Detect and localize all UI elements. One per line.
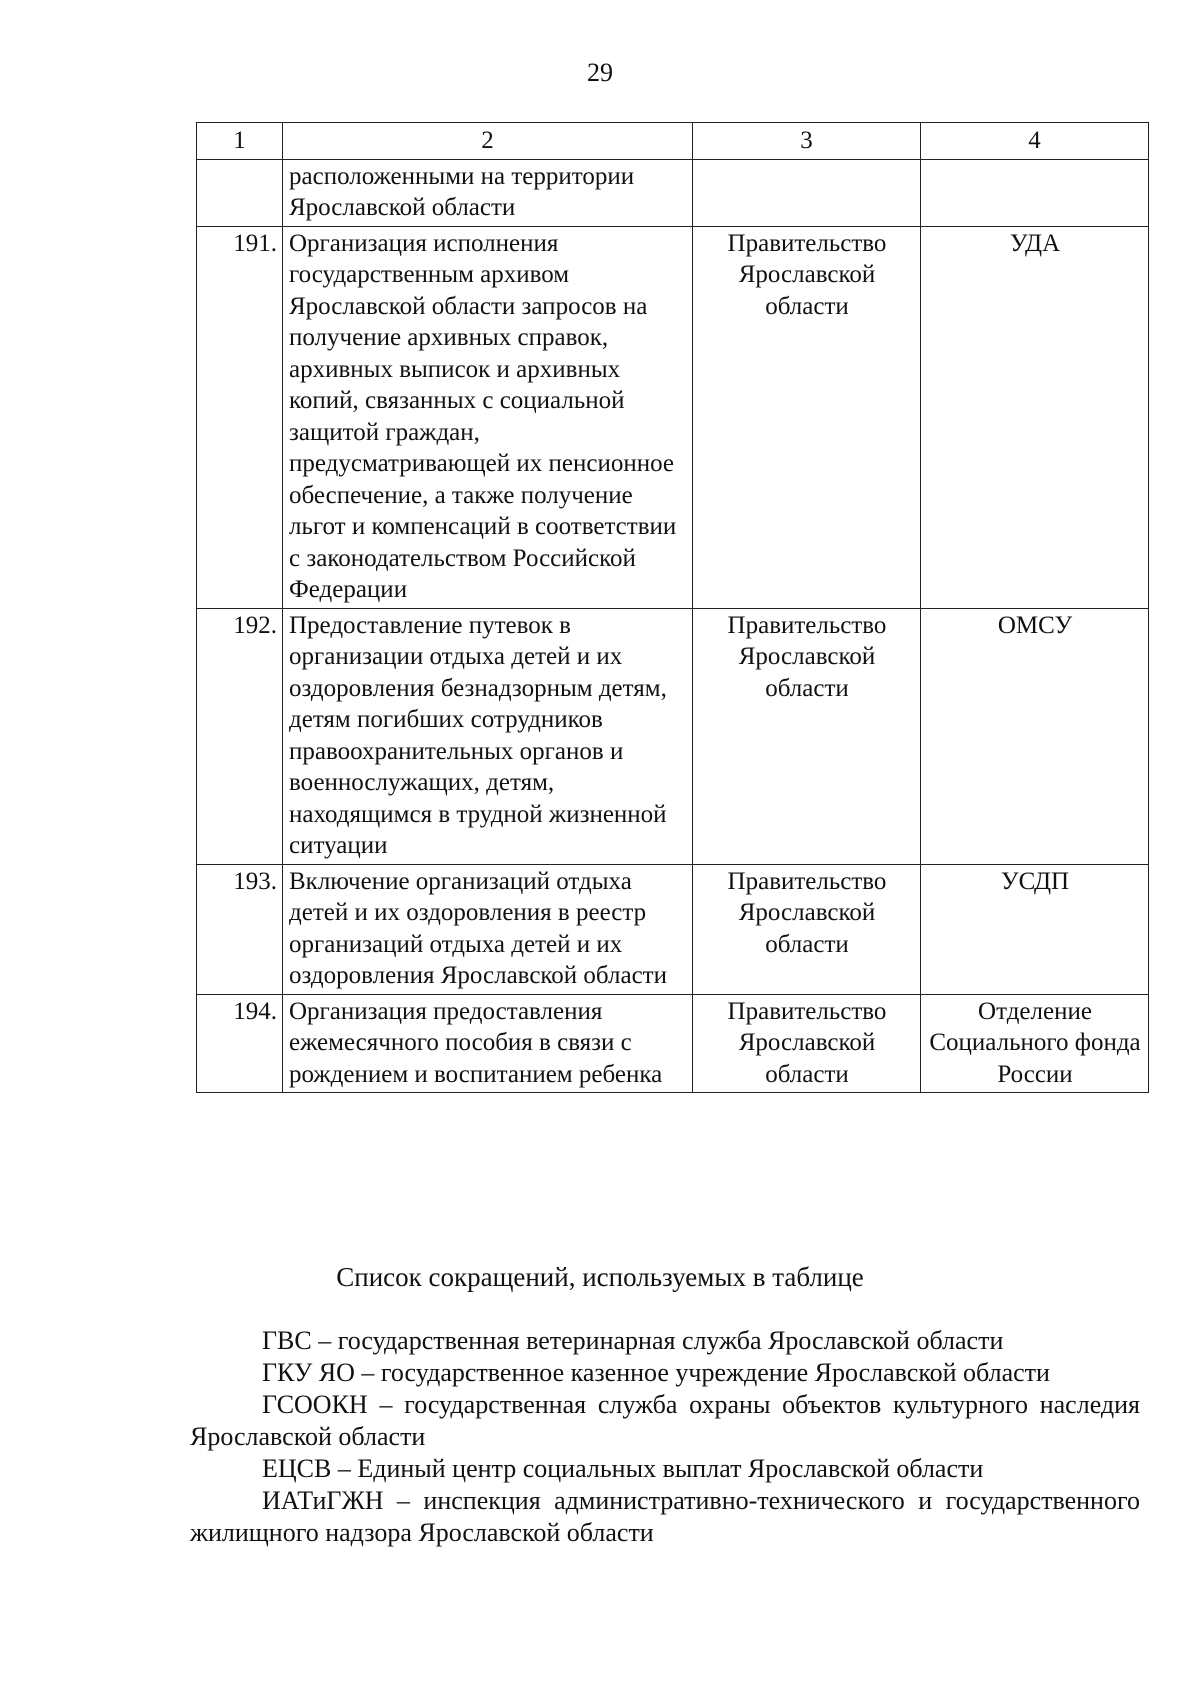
column-header-2: 2 [283,123,693,160]
table-row [197,226,1149,608]
abbreviation-item: ГВС – государственная ветеринарная служба Ярославской области [262,1326,1004,1355]
table-header-row [197,123,1149,160]
abbreviation-item: ЕЦСВ – Единый центр социальных выплат Ярославской области [262,1454,984,1483]
executor: ОМСУ [921,608,1149,864]
service-description: Организация предоставления ежемесячного пособия в связи с рождением и воспитанием ребенка [283,994,693,1093]
executor [921,159,1149,226]
abbreviation-item: ГКУ ЯО – государственное казенное учреждение Ярославской области [262,1358,1050,1387]
column-header-1: 1 [197,123,283,160]
responsible-authority: Правительство Ярославской области [693,226,921,608]
service-description: Включение организаций отдыха детей и их оздоровления в реестр организаций отдыха детей и их оздоровления Ярославской области [283,864,693,994]
abbreviations-title: Список сокращений, используемых в таблице [336,1262,864,1292]
executor: УСДП [921,864,1149,994]
responsible-authority: Правительство Ярославской области [693,608,921,864]
abbreviation-item: ИАТиГЖН – инспекция административно-технического и государственного жилищного надзора Ярославской области [190,1486,1140,1547]
table-row [197,864,1149,994]
row-number: 191. [197,226,283,608]
responsible-authority: Правительство Ярославской области [693,994,921,1093]
services-table [196,122,1149,1093]
executor: УДА [921,226,1149,608]
row-number [197,159,283,226]
page-number: 29 [587,58,613,87]
table-row-continuation [197,159,1149,226]
abbreviations-list [190,1325,1140,1549]
row-number: 193. [197,864,283,994]
executor: Отделение Социального фонда России [921,994,1149,1093]
table-row [197,608,1149,864]
column-header-4: 4 [921,123,1149,160]
responsible-authority [693,159,921,226]
table-row [197,994,1149,1093]
responsible-authority: Правительство Ярославской области [693,864,921,994]
row-number: 194. [197,994,283,1093]
service-description: расположенными на территории Ярославской области [283,159,693,226]
abbreviation-item: ГСООКН – государственная служба охраны объектов культурного наследия Ярославской области [190,1390,1140,1451]
column-header-3: 3 [693,123,921,160]
service-description: Предоставление путевок в организации отдыха детей и их оздоровления безнадзорным детям, детям погибших сотрудников правоохранительных органов и военнослужащих, детям, находящимся в трудной жизненной ситуации [283,608,693,864]
row-number: 192. [197,608,283,864]
service-description: Организация исполнения государственным архивом Ярославской области запросов на получение архивных справок, архивных выписок и архивных копий, связанных с социальной защитой граждан, предусматривающей их пенсионное обеспечение, а также получение льгот и компенсаций в соответствии с законодательством Российской Федерации [283,226,693,608]
